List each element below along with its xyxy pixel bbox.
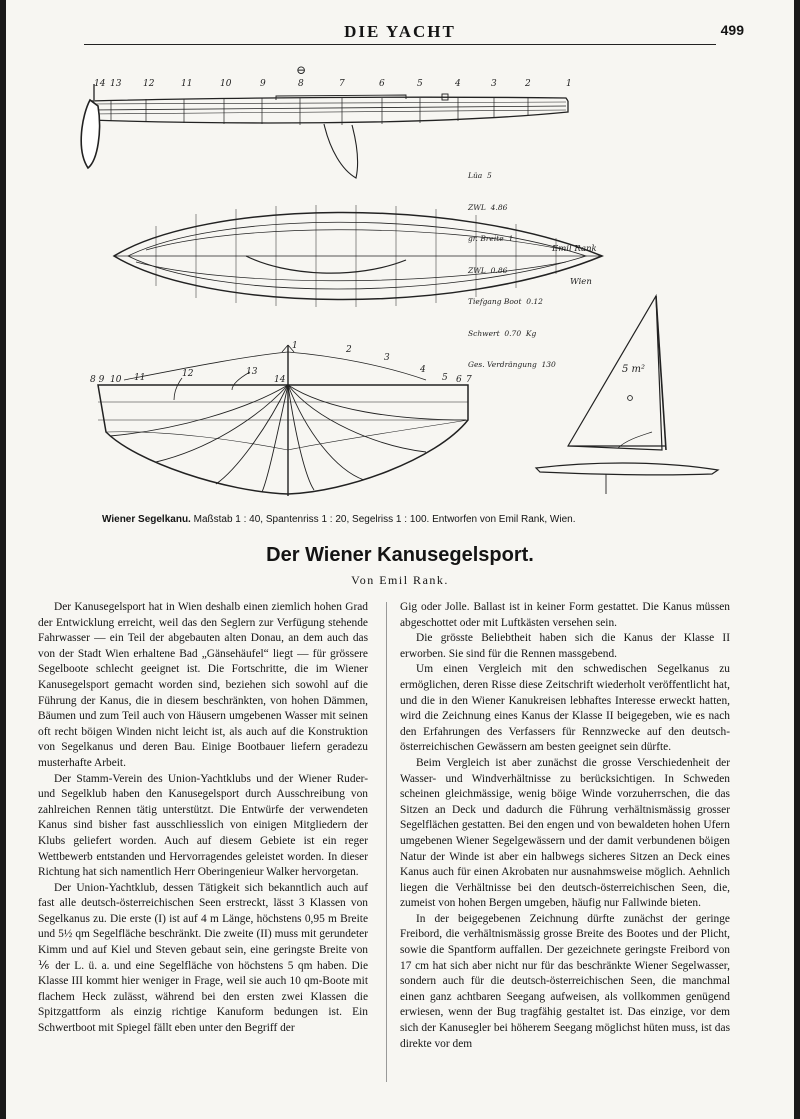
text-column-left: [38, 600, 368, 1037]
station-label: 12: [143, 79, 155, 89]
station-label: 7: [339, 79, 345, 89]
paragraph: Gig oder Jolle. Ballast ist in keiner Form gestattet. Die Kanus müssen abgeschottet oder mit Luftkästen versehen sein.: [400, 601, 730, 629]
page-number: 499: [720, 22, 744, 38]
station-label: 14: [94, 79, 106, 89]
magazine-page: [6, 0, 794, 1119]
station-label: 8 9: [90, 375, 105, 385]
midship-mark: ⊖: [296, 63, 307, 77]
dimension-note: ZWL 4.86: [468, 202, 508, 212]
station-label: 10: [110, 375, 122, 385]
paragraph: Um einen Vergleich mit den schwedischen Segelkanus zu ermöglichen, deren Risse diese Zeitschrift wiederholt veröffentlicht hat, und die in den Wiener Kanukreisen lebhaftes Interesse erweckt hatten, wird die Zeichnung eines Kanus der Klasse II beigegeben, wie es nach den Erfahrungen des Verfassers für Rennzwecke auf den deutsch-österreichischen Gewässern am besten geeignet sein dürfte.: [400, 663, 730, 754]
station-label: 13: [110, 79, 122, 89]
caption-scale: Maßstab 1 : 40, Spantenriss 1 : 20, Segelriss 1 : 100.: [193, 514, 430, 525]
station-label: 14: [274, 375, 286, 385]
dimension-note: Ges. Verdrängung 130: [468, 360, 556, 369]
figure-caption: [102, 514, 742, 525]
text-column-right: [400, 600, 730, 1052]
station-label: 11: [181, 79, 193, 89]
caption-name: Wiener Segelkanu.: [102, 514, 191, 525]
paragraph: Beim Vergleich ist aber zunächst die grosse Verschiedenheit der Wasser- und Windverhältnisse zu berücksichtigen. In Schweden scheinen gleichmässige, wenig böige Winde vorzuherrschen, die das Sitzen an Deck und dadurch die Führung verhältnismässig grosser Segelflächen gestatten. Bei den engen und von bewaldeten hohen Ufern umgebenen Wiener Segelgewässern und der damit verbundenen böigen Natur der Winde ist aber ein halbwegs sicheres Sitzen an Deck eines Kanus auch für einen Akrobaten nur ausnahmsweise möglich. Aehnlich liegen die Verhältnisse bei den deutsch-österreichischen Seen, die, zumeist von hohen Bergen umgeben, häufig nur Fallwinde bieten.: [400, 756, 730, 910]
waterline-label: 7: [466, 375, 472, 385]
waterline-label: 3: [384, 353, 390, 363]
waterline-label: 1: [292, 341, 298, 351]
dimension-note: Schwert 0.70 Kg: [468, 328, 537, 338]
station-label: 11: [134, 373, 146, 383]
waterline-label: 2: [346, 345, 352, 355]
station-label: 12: [182, 369, 194, 379]
paragraph: In der beigegebenen Zeichnung dürfte zunächst der geringe Freibord, die verhältnismässig grosse Breite des Bootes und der Plicht, sowie die Spantform auffallen. Der gezeichnete geringste Freibord von 17 cm hat sich aber nicht nur für das beschränkte Wiener Segelwasser, sondern auch für die deutsch-österreichischen Seen, die manchmal einen ganz achtbaren Seegang aufweisen, als vollkommen genügend erwiesen, wenn der Bug tragfähig gestaltet ist. Das einzige, vor dem sich der Kanusegler bei höherem Seegang möglichst hüten muss, ist das direkte vor dem: [400, 912, 730, 1050]
article-byline: Von Emil Rank.: [351, 573, 449, 587]
waterline-label: 4: [420, 365, 426, 375]
article-title: Der Wiener Kanusegelsport.: [266, 544, 534, 566]
sail-area-label: 5 m²: [622, 364, 646, 375]
paragraph: Der Stamm-Verein des Union-Yachtklubs und der Wiener Ruder- und Segelklub haben den Kanusegelsport durch Ausschreibung von zahlreichen Rennen tätig unterstützt. Die Entwürfe der verwendeten Kanus sind bisher fast ausschliesslich von einigen Mitgliedern der Klubs geliefert worden. Auch auf diesem Gebiete ist ein reger Wettbewerb entstanden und Hervorragendes geleistet worden. In dieser Richtung hat sich namentlich Herr Oberingenieur Walker hervorgetan.: [38, 772, 368, 879]
dimension-note: Tiefgang Boot 0.12: [468, 297, 543, 306]
dimension-notes: [468, 150, 556, 392]
paragraph: Die grösste Beliebtheit haben sich die Kanus der Klasse II erworben. Sie sind für die Rennen massgebend.: [400, 632, 730, 660]
station-label: 13: [246, 367, 258, 377]
station-label: 3: [491, 79, 497, 89]
station-label: 9: [260, 79, 266, 89]
canoe-line-drawing: [6, 0, 794, 510]
designer-signature: Emil Rank Wien: [552, 244, 597, 287]
journal-title: DIE YACHT: [344, 22, 456, 41]
station-label: 5: [417, 79, 423, 89]
section-view: [98, 345, 468, 496]
paragraph: Der Kanusegelsport hat in Wien deshalb einen ziemlich hohen Grad der Entwicklung erreicht, weil das den Seglern zur Verfügung stehende Fahrwasser — ein Teil der abgebauten alten Donau, an dem auch das von der Stadt Wien erhaltene Bad „Gänsehäufel“ liegt — für grössere Segelboote schlecht geeignet ist. Die Fortschritte, die im Wiener Kanusegelsport gemacht worden sind, beziehen sich sowohl auf die Führung der Kanus, die in diesem beschränkten, von hohen Dämmen, Bäumen und zum Teil auch von Häusern umgebenen Wasser mit seinen oft recht böigen Winden nicht leicht ist, als auch auf die Konstruktion von Segelkanus und deren Bau. Einige Bootbauer liefern geradezu musterhafte Arbeit.: [38, 601, 368, 769]
dimension-note: Lüa 5: [468, 171, 492, 180]
waterline-label: 6: [456, 375, 462, 385]
station-label: 4: [455, 79, 461, 89]
dimension-note: gr. Breite 1: [468, 234, 514, 243]
waterline-label: 5: [442, 373, 448, 383]
station-label: 6: [379, 79, 385, 89]
station-label: 10: [220, 79, 232, 89]
sail-plan: [536, 296, 718, 494]
caption-designer: Entworfen von Emil Rank, Wien.: [432, 514, 576, 525]
paragraph: Der Union-Yachtklub, dessen Tätigkeit sich bekanntlich auch auf fast alle deutsch-österreichischen Seen erstreckt, lässt 3 Klassen von Segelkanus zu. Die erste (I) ist auf 4 m Länge, höchstens 0,95 m Breite und 5½ qm Segelfläche beschränkt. Die zweite (II) muss mit gerundeter Kimm und auf Kiel und Steven gebaut sein, eine geringste Breite von ⅙ der L. ü. a. und eine Segelfläche von höchstens 5 qm haben. Die Klasse III kommt hier weniger in Frage, weil sie auch 10 qm-Boote mit flachem Heck zulässt, während bei den ersten zwei Klassen die Spitzgattform als einzig richtige Kanuform bedungen ist. Ein Schwertboot mit Spiegel fällt eben unter den Begriff der: [38, 881, 368, 1035]
station-label: 2: [525, 79, 531, 89]
column-divider: [386, 602, 387, 1082]
station-label: 8: [298, 79, 304, 89]
station-label: 1: [566, 79, 572, 89]
dimension-note: ZWL 0.86: [468, 265, 508, 275]
